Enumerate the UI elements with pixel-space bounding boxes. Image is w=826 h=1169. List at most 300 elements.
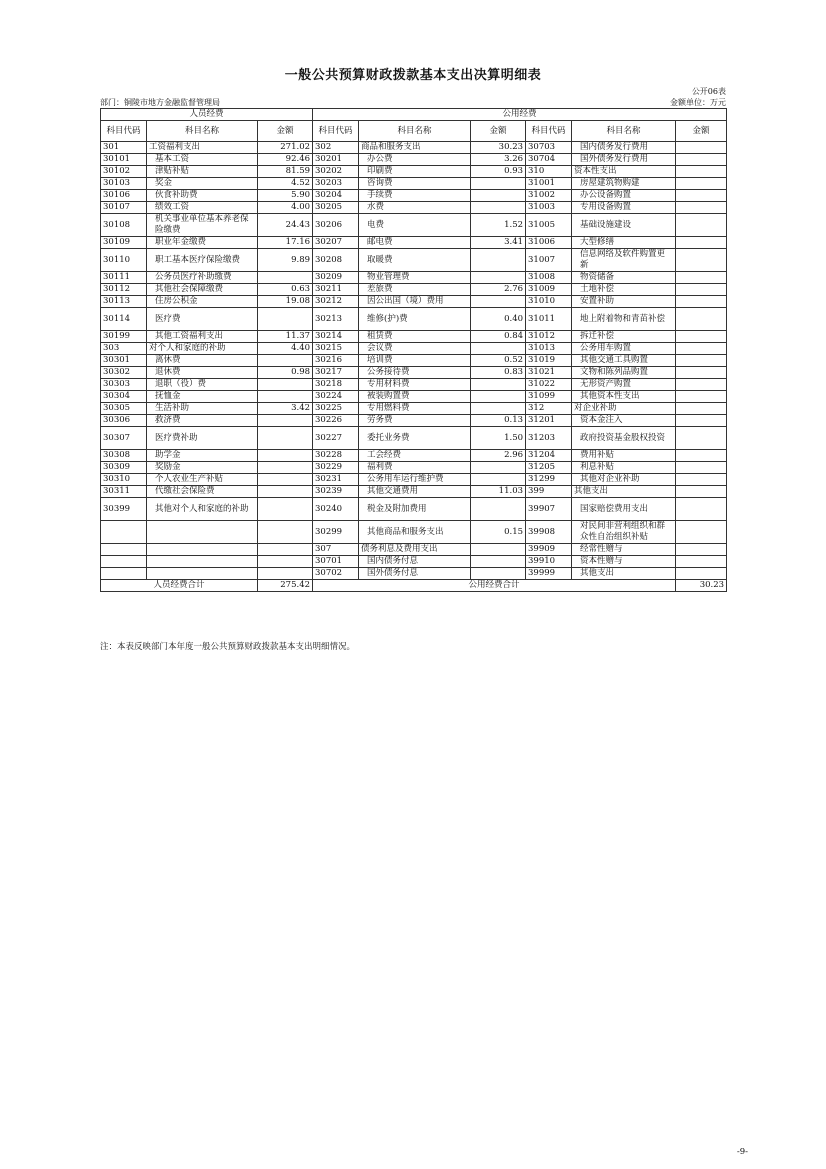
personnel-total-label: 人员经费合计 [101, 580, 258, 592]
amount-cell [676, 556, 727, 568]
public-total-amount: 30.23 [676, 580, 727, 592]
amount-cell: 24.43 [258, 214, 313, 237]
column-header-name: 科目名称 [572, 121, 676, 142]
account-code-cell: 30307 [101, 427, 147, 450]
amount-cell [676, 462, 727, 474]
account-code-cell: 30229 [313, 462, 359, 474]
table-row [101, 391, 727, 403]
account-name-cell: 职工基本医疗保险缴费 [147, 249, 258, 272]
account-name-cell: 其他交通费用 [359, 486, 471, 498]
account-name-cell: 水费 [359, 202, 471, 214]
account-name-cell: 因公出国（境）费用 [359, 296, 471, 308]
table-row [101, 367, 727, 379]
amount-cell [676, 331, 727, 343]
account-code-cell: 30215 [313, 343, 359, 355]
amount-cell [471, 462, 526, 474]
amount-cell [258, 355, 313, 367]
account-code-cell: 30203 [313, 178, 359, 190]
public-total-label: 公用经费合计 [313, 580, 676, 592]
amount-cell [258, 474, 313, 486]
account-name-cell: 专用材料费 [359, 379, 471, 391]
table-row [101, 521, 727, 544]
amount-cell [471, 391, 526, 403]
account-name-cell: 住房公积金 [147, 296, 258, 308]
amount-cell: 1.50 [471, 427, 526, 450]
amount-cell: 30.23 [471, 142, 526, 154]
table-body [101, 142, 727, 580]
amount-cell [471, 296, 526, 308]
account-code-cell: 399 [526, 486, 572, 498]
amount-cell [676, 308, 727, 331]
amount-cell [676, 427, 727, 450]
amount-cell: 11.37 [258, 331, 313, 343]
account-name-cell: 公务员医疗补助缴费 [147, 272, 258, 284]
account-code-cell: 39999 [526, 568, 572, 580]
account-name-cell: 物业管理费 [359, 272, 471, 284]
account-name-cell: 抚恤金 [147, 391, 258, 403]
account-code-cell: 30109 [101, 237, 147, 249]
account-name-cell: 离休费 [147, 355, 258, 367]
account-code-cell: 312 [526, 403, 572, 415]
account-name-cell: 工会经费 [359, 450, 471, 462]
amount-cell [471, 202, 526, 214]
account-code-cell: 30308 [101, 450, 147, 462]
account-code-cell: 31002 [526, 190, 572, 202]
table-row [101, 331, 727, 343]
amount-cell [258, 544, 313, 556]
amount-cell [676, 343, 727, 355]
account-code-cell: 30199 [101, 331, 147, 343]
amount-cell [676, 296, 727, 308]
account-name-cell: 其他对企业补助 [572, 474, 676, 486]
account-code-cell [101, 521, 147, 544]
account-name-cell: 房屋建筑物购建 [572, 178, 676, 190]
amount-cell [676, 142, 727, 154]
account-code-cell: 31019 [526, 355, 572, 367]
account-code-cell: 31205 [526, 462, 572, 474]
account-name-cell: 商品和服务支出 [359, 142, 471, 154]
account-code-cell: 30114 [101, 308, 147, 331]
account-name-cell: 代缴社会保险费 [147, 486, 258, 498]
amount-cell [676, 521, 727, 544]
column-header-amount: 金额 [676, 121, 727, 142]
amount-cell [471, 498, 526, 521]
account-name-cell: 其他对个人和家庭的补助 [147, 498, 258, 521]
table-row [101, 214, 727, 237]
account-code-cell: 31204 [526, 450, 572, 462]
account-code-cell: 31201 [526, 415, 572, 427]
amount-cell [471, 474, 526, 486]
account-name-cell: 绩效工资 [147, 202, 258, 214]
amount-cell: 4.40 [258, 343, 313, 355]
table-row [101, 178, 727, 190]
account-name-cell: 奖励金 [147, 462, 258, 474]
table-row [101, 556, 727, 568]
account-name-cell: 国内债务发行费用 [572, 142, 676, 154]
amount-cell [258, 498, 313, 521]
account-code-cell: 31007 [526, 249, 572, 272]
account-code-cell: 30213 [313, 308, 359, 331]
account-code-cell: 30301 [101, 355, 147, 367]
account-code-cell: 39908 [526, 521, 572, 544]
table-row [101, 474, 727, 486]
table-row [101, 568, 727, 580]
amount-cell [471, 556, 526, 568]
table-row [101, 415, 727, 427]
account-name-cell: 国外债务付息 [359, 568, 471, 580]
account-code-cell: 30111 [101, 272, 147, 284]
account-name-cell: 培训费 [359, 355, 471, 367]
table-row [101, 450, 727, 462]
account-code-cell: 31299 [526, 474, 572, 486]
account-code-cell: 30239 [313, 486, 359, 498]
account-code-cell [101, 544, 147, 556]
account-name-cell: 政府投资基金股权投资 [572, 427, 676, 450]
table-row [101, 190, 727, 202]
account-name-cell: 资本性赠与 [572, 556, 676, 568]
amount-cell [676, 166, 727, 178]
account-code-cell: 31203 [526, 427, 572, 450]
account-name-cell: 伙食补助费 [147, 190, 258, 202]
amount-cell [676, 355, 727, 367]
amount-cell: 0.83 [471, 367, 526, 379]
account-code-cell: 31010 [526, 296, 572, 308]
account-name-cell: 国外债务发行费用 [572, 154, 676, 166]
amount-cell [258, 391, 313, 403]
account-name-cell: 国家赔偿费用支出 [572, 498, 676, 521]
account-code-cell: 30206 [313, 214, 359, 237]
amount-cell [258, 450, 313, 462]
account-name-cell [147, 556, 258, 568]
amount-cell [471, 544, 526, 556]
amount-cell [676, 237, 727, 249]
expenditure-table [100, 108, 727, 592]
account-name-cell [147, 521, 258, 544]
amount-cell [258, 308, 313, 331]
column-header-name: 科目名称 [359, 121, 471, 142]
amount-cell [258, 568, 313, 580]
account-code-cell: 30701 [313, 556, 359, 568]
account-name-cell: 税金及附加费用 [359, 498, 471, 521]
amount-cell [676, 391, 727, 403]
account-name-cell: 地上附着物和青苗补偿 [572, 308, 676, 331]
amount-cell [676, 178, 727, 190]
amount-cell: 81.59 [258, 166, 313, 178]
account-code-cell: 310 [526, 166, 572, 178]
public-section-header: 公用经费 [313, 109, 727, 121]
account-name-cell: 退职（役）费 [147, 379, 258, 391]
account-code-cell: 30212 [313, 296, 359, 308]
table-row [101, 154, 727, 166]
account-name-cell: 基本工资 [147, 154, 258, 166]
amount-cell [676, 544, 727, 556]
account-name-cell: 其他交通工具购置 [572, 355, 676, 367]
table-row [101, 308, 727, 331]
account-code-cell: 30225 [313, 403, 359, 415]
account-code-cell: 301 [101, 142, 147, 154]
department-label: 部门：铜陵市地方金融监督管理局 [100, 98, 220, 107]
amount-unit-label: 金额单位：万元 [670, 98, 726, 107]
amount-cell [676, 450, 727, 462]
amount-cell [471, 178, 526, 190]
amount-cell [676, 154, 727, 166]
account-code-cell: 31009 [526, 284, 572, 296]
column-header-code: 科目代码 [101, 121, 147, 142]
account-name-cell: 经常性赠与 [572, 544, 676, 556]
amount-cell: 9.89 [258, 249, 313, 272]
account-name-cell: 其他支出 [572, 568, 676, 580]
account-name-cell: 安置补助 [572, 296, 676, 308]
account-code-cell: 30107 [101, 202, 147, 214]
table-row [101, 202, 727, 214]
account-name-cell: 债务利息及费用支出 [359, 544, 471, 556]
amount-cell: 19.08 [258, 296, 313, 308]
table-row [101, 272, 727, 284]
amount-cell [471, 272, 526, 284]
account-code-cell: 30113 [101, 296, 147, 308]
account-code-cell: 30704 [526, 154, 572, 166]
account-code-cell: 30101 [101, 154, 147, 166]
account-name-cell: 咨询费 [359, 178, 471, 190]
column-header-name: 科目名称 [147, 121, 258, 142]
table-row [101, 296, 727, 308]
account-name-cell: 取暖费 [359, 249, 471, 272]
account-name-cell: 物资储备 [572, 272, 676, 284]
account-name-cell: 对个人和家庭的补助 [147, 343, 258, 355]
amount-cell [676, 284, 727, 296]
amount-cell [676, 190, 727, 202]
account-name-cell: 职业年金缴费 [147, 237, 258, 249]
account-name-cell: 会议费 [359, 343, 471, 355]
account-code-cell: 30216 [313, 355, 359, 367]
amount-cell [676, 498, 727, 521]
account-code-cell: 31008 [526, 272, 572, 284]
account-code-cell: 30304 [101, 391, 147, 403]
account-name-cell: 专用燃料费 [359, 403, 471, 415]
amount-cell: 0.84 [471, 331, 526, 343]
account-name-cell: 无形资产购置 [572, 379, 676, 391]
account-name-cell: 土地补偿 [572, 284, 676, 296]
account-code-cell: 30110 [101, 249, 147, 272]
amount-cell: 2.76 [471, 284, 526, 296]
column-header-amount: 金额 [471, 121, 526, 142]
amount-cell [258, 462, 313, 474]
amount-cell: 3.42 [258, 403, 313, 415]
account-code-cell: 30103 [101, 178, 147, 190]
amount-cell [676, 415, 727, 427]
account-name-cell: 其他商品和服务支出 [359, 521, 471, 544]
account-code-cell: 31011 [526, 308, 572, 331]
table-row [101, 142, 727, 154]
amount-cell: 3.41 [471, 237, 526, 249]
table-row [101, 237, 727, 249]
column-header-amount: 金额 [258, 121, 313, 142]
amount-cell [676, 474, 727, 486]
amount-cell [258, 415, 313, 427]
account-code-cell: 30227 [313, 427, 359, 450]
account-name-cell: 维修(护)费 [359, 308, 471, 331]
table-row [101, 427, 727, 450]
table-row [101, 284, 727, 296]
account-code-cell: 30112 [101, 284, 147, 296]
account-name-cell: 对企业补助 [572, 403, 676, 415]
account-code-cell: 39910 [526, 556, 572, 568]
amount-cell [676, 214, 727, 237]
amount-cell [258, 379, 313, 391]
table-row [101, 403, 727, 415]
amount-cell: 0.98 [258, 367, 313, 379]
account-code-cell: 30224 [313, 391, 359, 403]
account-name-cell: 办公设备购置 [572, 190, 676, 202]
personnel-total-amount: 275.42 [258, 580, 313, 592]
account-code-cell: 31005 [526, 214, 572, 237]
account-name-cell: 专用设备购置 [572, 202, 676, 214]
account-code-cell: 30306 [101, 415, 147, 427]
form-number: 公开06表 [691, 87, 726, 96]
account-name-cell: 工资福利支出 [147, 142, 258, 154]
account-code-cell: 31001 [526, 178, 572, 190]
account-code-cell: 30204 [313, 190, 359, 202]
account-name-cell: 国内债务付息 [359, 556, 471, 568]
account-name-cell: 印刷费 [359, 166, 471, 178]
amount-cell: 3.26 [471, 154, 526, 166]
amount-cell [258, 272, 313, 284]
amount-cell: 92.46 [258, 154, 313, 166]
table-row [101, 544, 727, 556]
account-name-cell: 对民间非营利组织和群众性自治组织补贴 [572, 521, 676, 544]
account-name-cell: 基础设施建设 [572, 214, 676, 237]
amount-cell: 5.90 [258, 190, 313, 202]
account-code-cell: 31013 [526, 343, 572, 355]
amount-cell [471, 190, 526, 202]
account-code-cell: 30310 [101, 474, 147, 486]
amount-cell [471, 403, 526, 415]
amount-cell [676, 379, 727, 391]
page-number: -9- [736, 1147, 748, 1157]
account-name-cell: 机关事业单位基本养老保险缴费 [147, 214, 258, 237]
account-name-cell: 差旅费 [359, 284, 471, 296]
amount-cell [258, 486, 313, 498]
account-name-cell: 其他社会保障缴费 [147, 284, 258, 296]
amount-cell [258, 556, 313, 568]
amount-cell [471, 249, 526, 272]
account-code-cell: 31006 [526, 237, 572, 249]
account-name-cell: 文物和陈列品购置 [572, 367, 676, 379]
account-code-cell: 30207 [313, 237, 359, 249]
account-name-cell: 资本性支出 [572, 166, 676, 178]
account-code-cell: 30205 [313, 202, 359, 214]
amount-cell: 17.16 [258, 237, 313, 249]
account-name-cell: 个人农业生产补贴 [147, 474, 258, 486]
account-name-cell: 其他资本性支出 [572, 391, 676, 403]
table-row [101, 249, 727, 272]
amount-cell: 271.02 [258, 142, 313, 154]
account-code-cell: 30228 [313, 450, 359, 462]
account-code-cell: 30231 [313, 474, 359, 486]
account-name-cell: 公务接待费 [359, 367, 471, 379]
account-code-cell: 30311 [101, 486, 147, 498]
account-code-cell: 30399 [101, 498, 147, 521]
amount-cell [676, 403, 727, 415]
amount-cell [258, 427, 313, 450]
amount-cell [471, 568, 526, 580]
table-row [101, 343, 727, 355]
amount-cell: 1.52 [471, 214, 526, 237]
account-code-cell: 30202 [313, 166, 359, 178]
account-name-cell [147, 568, 258, 580]
amount-cell: 11.03 [471, 486, 526, 498]
account-code-cell: 30299 [313, 521, 359, 544]
account-name-cell: 被装购置费 [359, 391, 471, 403]
account-code-cell: 30240 [313, 498, 359, 521]
account-code-cell: 30702 [313, 568, 359, 580]
account-name-cell: 办公费 [359, 154, 471, 166]
account-code-cell [101, 568, 147, 580]
account-name-cell: 委托业务费 [359, 427, 471, 450]
amount-cell [676, 202, 727, 214]
page-title: 一般公共预算财政拨款基本支出决算明细表 [284, 68, 542, 83]
account-name-cell: 生活补助 [147, 403, 258, 415]
account-code-cell [101, 556, 147, 568]
column-header-code: 科目代码 [526, 121, 572, 142]
account-name-cell: 租赁费 [359, 331, 471, 343]
personnel-section-header: 人员经费 [101, 109, 313, 121]
account-name-cell: 资本金注入 [572, 415, 676, 427]
amount-cell: 0.13 [471, 415, 526, 427]
account-code-cell: 30302 [101, 367, 147, 379]
amount-cell: 0.93 [471, 166, 526, 178]
account-name-cell: 公务用车运行维护费 [359, 474, 471, 486]
account-name-cell: 助学金 [147, 450, 258, 462]
amount-cell: 4.52 [258, 178, 313, 190]
amount-cell [258, 521, 313, 544]
amount-cell [676, 249, 727, 272]
account-code-cell: 302 [313, 142, 359, 154]
amount-cell: 0.40 [471, 308, 526, 331]
account-code-cell: 30102 [101, 166, 147, 178]
column-header-code: 科目代码 [313, 121, 359, 142]
account-name-cell: 退休费 [147, 367, 258, 379]
amount-cell: 4.00 [258, 202, 313, 214]
account-name-cell: 手续费 [359, 190, 471, 202]
account-code-cell: 30201 [313, 154, 359, 166]
account-name-cell: 拆迁补偿 [572, 331, 676, 343]
account-code-cell: 39909 [526, 544, 572, 556]
amount-cell: 0.52 [471, 355, 526, 367]
account-name-cell: 费用补贴 [572, 450, 676, 462]
account-code-cell: 303 [101, 343, 147, 355]
account-name-cell: 劳务费 [359, 415, 471, 427]
account-code-cell: 30309 [101, 462, 147, 474]
account-name-cell: 福利费 [359, 462, 471, 474]
amount-cell: 2.96 [471, 450, 526, 462]
amount-cell [676, 486, 727, 498]
account-code-cell: 30214 [313, 331, 359, 343]
amount-cell [471, 379, 526, 391]
table-row [101, 379, 727, 391]
account-code-cell: 30106 [101, 190, 147, 202]
table-note: 注：本表反映部门本年度一般公共预算财政拨款基本支出明细情况。 [100, 642, 356, 652]
account-name-cell: 奖金 [147, 178, 258, 190]
account-code-cell: 30217 [313, 367, 359, 379]
table-row [101, 355, 727, 367]
amount-cell [676, 367, 727, 379]
account-code-cell: 30226 [313, 415, 359, 427]
table-row [101, 498, 727, 521]
account-code-cell: 30211 [313, 284, 359, 296]
account-name-cell: 医疗费补助 [147, 427, 258, 450]
account-code-cell: 30218 [313, 379, 359, 391]
